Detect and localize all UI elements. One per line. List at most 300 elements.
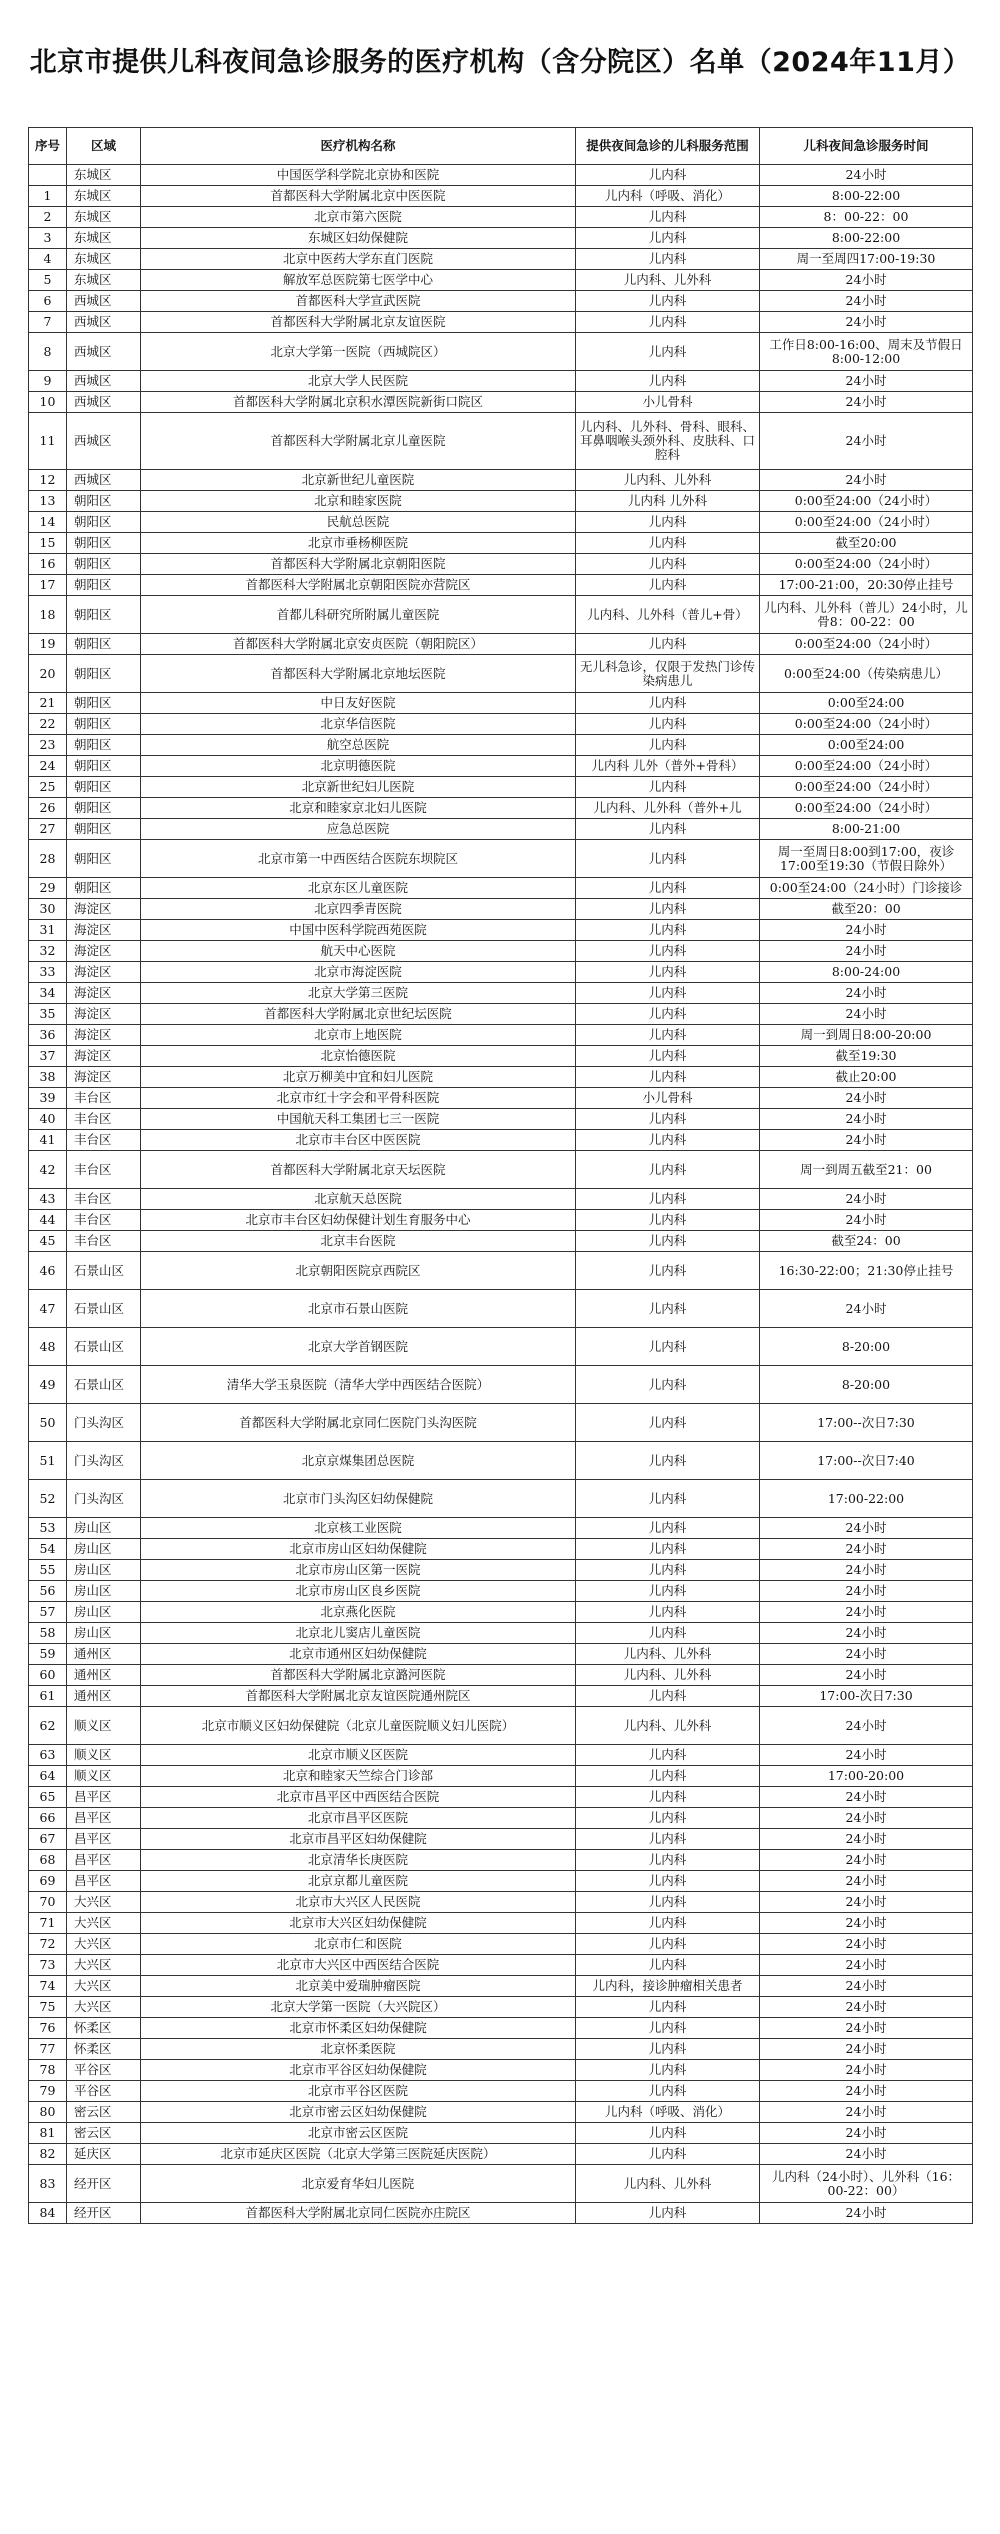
cell-district: 顺义区 bbox=[67, 1707, 141, 1745]
cell-district: 大兴区 bbox=[67, 1913, 141, 1934]
cell-no: 81 bbox=[29, 2123, 67, 2144]
cell-no: 8 bbox=[29, 333, 67, 371]
cell-district: 朝阳区 bbox=[67, 735, 141, 756]
header-name: 医疗机构名称 bbox=[141, 128, 576, 165]
cell-scope: 儿内科 bbox=[576, 1004, 760, 1025]
cell-scope: 儿内科 bbox=[576, 2203, 760, 2224]
cell-scope: 儿内科 bbox=[576, 1210, 760, 1231]
table-row bbox=[29, 2144, 973, 2165]
table-row bbox=[29, 186, 973, 207]
cell-name: 北京市丰台区中医医院 bbox=[141, 1130, 576, 1151]
cell-district: 丰台区 bbox=[67, 1210, 141, 1231]
cell-district: 海淀区 bbox=[67, 983, 141, 1004]
cell-name: 北京美中爱瑞肿瘤医院 bbox=[141, 1976, 576, 1997]
cell-scope: 儿内科（呼吸、消化） bbox=[576, 186, 760, 207]
cell-scope: 儿内科、儿外科 bbox=[576, 1707, 760, 1745]
table-row bbox=[29, 1892, 973, 1913]
cell-district: 经开区 bbox=[67, 2203, 141, 2224]
cell-time: 17:00--次日7:30 bbox=[760, 1404, 973, 1442]
cell-scope: 儿内科 bbox=[576, 333, 760, 371]
cell-time: 24小时 bbox=[760, 1290, 973, 1328]
cell-scope: 儿内科 bbox=[576, 735, 760, 756]
cell-district: 通州区 bbox=[67, 1665, 141, 1686]
cell-district: 西城区 bbox=[67, 470, 141, 491]
cell-district: 海淀区 bbox=[67, 1067, 141, 1088]
cell-name: 首都医科大学附属北京积水潭医院新街口院区 bbox=[141, 392, 576, 413]
cell-name: 北京市大兴区人民医院 bbox=[141, 1892, 576, 1913]
cell-district: 门头沟区 bbox=[67, 1480, 141, 1518]
cell-name: 北京航天总医院 bbox=[141, 1189, 576, 1210]
cell-scope: 儿内科 儿外科 bbox=[576, 491, 760, 512]
cell-name: 北京市延庆区医院（北京大学第三医院延庆医院） bbox=[141, 2144, 576, 2165]
cell-time: 截至24：00 bbox=[760, 1231, 973, 1252]
cell-district: 房山区 bbox=[67, 1602, 141, 1623]
cell-time: 0:00至24:00（传染病患儿） bbox=[760, 655, 973, 693]
cell-district: 东城区 bbox=[67, 249, 141, 270]
cell-no: 3 bbox=[29, 228, 67, 249]
cell-name: 清华大学玉泉医院（清华大学中西医结合医院） bbox=[141, 1366, 576, 1404]
table-row bbox=[29, 270, 973, 291]
header-scope: 提供夜间急诊的儿科服务范围 bbox=[576, 128, 760, 165]
cell-district: 朝阳区 bbox=[67, 756, 141, 777]
table-row bbox=[29, 983, 973, 1004]
cell-scope: 儿内科 bbox=[576, 371, 760, 392]
cell-name: 北京市昌平区医院 bbox=[141, 1808, 576, 1829]
cell-district: 朝阳区 bbox=[67, 533, 141, 554]
cell-no: 18 bbox=[29, 596, 67, 634]
header-no: 序号 bbox=[29, 128, 67, 165]
cell-time: 24小时 bbox=[760, 1787, 973, 1808]
cell-time: 周一到周五截至21：00 bbox=[760, 1151, 973, 1189]
cell-district: 丰台区 bbox=[67, 1088, 141, 1109]
table-row bbox=[29, 1328, 973, 1366]
cell-name: 北京大学人民医院 bbox=[141, 371, 576, 392]
cell-scope: 儿内科 bbox=[576, 1290, 760, 1328]
cell-district: 海淀区 bbox=[67, 1004, 141, 1025]
cell-no: 50 bbox=[29, 1404, 67, 1442]
cell-no: 76 bbox=[29, 2018, 67, 2039]
cell-district: 顺义区 bbox=[67, 1766, 141, 1787]
table-row bbox=[29, 1829, 973, 1850]
cell-name: 首都医科大学附属北京同仁医院亦庄院区 bbox=[141, 2203, 576, 2224]
table-row bbox=[29, 470, 973, 491]
cell-no: 6 bbox=[29, 291, 67, 312]
cell-time: 24小时 bbox=[760, 291, 973, 312]
cell-no: 84 bbox=[29, 2203, 67, 2224]
cell-name: 航空总医院 bbox=[141, 735, 576, 756]
table-row bbox=[29, 2203, 973, 2224]
cell-scope: 儿内科 bbox=[576, 1404, 760, 1442]
cell-name: 北京和睦家京北妇儿医院 bbox=[141, 798, 576, 819]
table-row bbox=[29, 2039, 973, 2060]
cell-name: 中国医学科学院北京协和医院 bbox=[141, 165, 576, 186]
cell-district: 顺义区 bbox=[67, 1745, 141, 1766]
cell-time: 24小时 bbox=[760, 165, 973, 186]
cell-time: 8：00-22：00 bbox=[760, 207, 973, 228]
cell-name: 北京东区儿童医院 bbox=[141, 878, 576, 899]
table-row bbox=[29, 1644, 973, 1665]
cell-time: 24小时 bbox=[760, 1088, 973, 1109]
cell-district: 海淀区 bbox=[67, 1046, 141, 1067]
cell-scope: 儿内科 bbox=[576, 1518, 760, 1539]
cell-time: 0:00至24:00（24小时） bbox=[760, 714, 973, 735]
cell-name: 北京万柳美中宜和妇儿医院 bbox=[141, 1067, 576, 1088]
cell-district: 东城区 bbox=[67, 270, 141, 291]
cell-scope: 儿内科 bbox=[576, 1252, 760, 1290]
cell-no: 49 bbox=[29, 1366, 67, 1404]
table-row bbox=[29, 735, 973, 756]
cell-scope: 儿内科、儿外科 bbox=[576, 470, 760, 491]
cell-no: 53 bbox=[29, 1518, 67, 1539]
cell-scope: 儿内科 bbox=[576, 1189, 760, 1210]
table-row bbox=[29, 1025, 973, 1046]
cell-time: 24小时 bbox=[760, 413, 973, 470]
table-row bbox=[29, 1745, 973, 1766]
cell-no: 77 bbox=[29, 2039, 67, 2060]
cell-scope: 儿内科 bbox=[576, 920, 760, 941]
cell-scope: 儿内科 bbox=[576, 207, 760, 228]
cell-time: 儿内科、儿外科（普儿）24小时，儿骨8：00-22：00 bbox=[760, 596, 973, 634]
cell-name: 北京核工业医院 bbox=[141, 1518, 576, 1539]
cell-time: 24小时 bbox=[760, 2060, 973, 2081]
cell-scope: 儿内科 bbox=[576, 2144, 760, 2165]
cell-no: 72 bbox=[29, 1934, 67, 1955]
cell-time: 8:00-22:00 bbox=[760, 186, 973, 207]
cell-name: 首都医科大学附属北京朝阳医院 bbox=[141, 554, 576, 575]
table-row bbox=[29, 554, 973, 575]
table-row bbox=[29, 491, 973, 512]
cell-district: 通州区 bbox=[67, 1686, 141, 1707]
cell-time: 0:00至24:00（24小时） bbox=[760, 777, 973, 798]
table-row bbox=[29, 1581, 973, 1602]
cell-scope: 儿内科 bbox=[576, 2060, 760, 2081]
cell-no: 7 bbox=[29, 312, 67, 333]
cell-time: 24小时 bbox=[760, 371, 973, 392]
cell-no: 15 bbox=[29, 533, 67, 554]
table-row bbox=[29, 1787, 973, 1808]
cell-name: 北京市丰台区妇幼保健计划生育服务中心 bbox=[141, 1210, 576, 1231]
cell-name: 首都医科大学附属北京潞河医院 bbox=[141, 1665, 576, 1686]
cell-scope: 儿内科 bbox=[576, 1130, 760, 1151]
cell-no: 2 bbox=[29, 207, 67, 228]
cell-scope: 儿内科 bbox=[576, 634, 760, 655]
cell-no: 13 bbox=[29, 491, 67, 512]
cell-time: 24小时 bbox=[760, 2144, 973, 2165]
cell-district: 门头沟区 bbox=[67, 1404, 141, 1442]
cell-name: 北京大学第一医院（西城院区） bbox=[141, 333, 576, 371]
cell-name: 北京市第六医院 bbox=[141, 207, 576, 228]
cell-name: 北京市密云区妇幼保健院 bbox=[141, 2102, 576, 2123]
cell-no: 25 bbox=[29, 777, 67, 798]
table-row bbox=[29, 1231, 973, 1252]
cell-scope: 儿内科 bbox=[576, 1560, 760, 1581]
cell-time: 周一到周日8:00-20:00 bbox=[760, 1025, 973, 1046]
cell-scope: 儿内科 bbox=[576, 1808, 760, 1829]
cell-scope: 儿内科 bbox=[576, 1539, 760, 1560]
cell-scope: 儿内科 bbox=[576, 1686, 760, 1707]
cell-name: 首都医科大学宣武医院 bbox=[141, 291, 576, 312]
cell-district: 东城区 bbox=[67, 186, 141, 207]
table-row bbox=[29, 1560, 973, 1581]
cell-scope: 儿内科 bbox=[576, 1067, 760, 1088]
cell-scope: 儿内科 bbox=[576, 1328, 760, 1366]
cell-time: 截止20:00 bbox=[760, 1067, 973, 1088]
cell-name: 北京新世纪妇儿医院 bbox=[141, 777, 576, 798]
cell-district: 房山区 bbox=[67, 1539, 141, 1560]
cell-scope: 儿内科 bbox=[576, 2018, 760, 2039]
cell-time: 0:00至24:00（24小时）门诊接诊 bbox=[760, 878, 973, 899]
cell-no: 43 bbox=[29, 1189, 67, 1210]
table-row bbox=[29, 1686, 973, 1707]
table-row bbox=[29, 2102, 973, 2123]
table-row bbox=[29, 1766, 973, 1787]
cell-time: 截至20：00 bbox=[760, 899, 973, 920]
table-row bbox=[29, 371, 973, 392]
cell-scope: 儿内科 bbox=[576, 1025, 760, 1046]
cell-scope: 儿内科 bbox=[576, 228, 760, 249]
cell-time: 0:00至24:00（24小时） bbox=[760, 491, 973, 512]
cell-name: 首都医科大学附属北京中医医院 bbox=[141, 186, 576, 207]
cell-time: 周一至周日8:00到17:00，夜诊17:00至19:30（节假日除外） bbox=[760, 840, 973, 878]
cell-district: 东城区 bbox=[67, 165, 141, 186]
table-row bbox=[29, 756, 973, 777]
cell-scope: 儿内科 bbox=[576, 962, 760, 983]
cell-no: 4 bbox=[29, 249, 67, 270]
cell-district: 西城区 bbox=[67, 371, 141, 392]
cell-time: 8:00-22:00 bbox=[760, 228, 973, 249]
table-row bbox=[29, 1290, 973, 1328]
table-row bbox=[29, 1707, 973, 1745]
table-row bbox=[29, 1808, 973, 1829]
table-row bbox=[29, 1404, 973, 1442]
cell-scope: 儿内科 bbox=[576, 1366, 760, 1404]
cell-no: 70 bbox=[29, 1892, 67, 1913]
cell-name: 首都医科大学附属北京同仁医院门头沟医院 bbox=[141, 1404, 576, 1442]
cell-scope: 儿内科、儿外科 bbox=[576, 270, 760, 291]
cell-scope: 儿内科 bbox=[576, 1934, 760, 1955]
cell-no: 30 bbox=[29, 899, 67, 920]
cell-time: 24小时 bbox=[760, 2081, 973, 2102]
table-row bbox=[29, 714, 973, 735]
cell-district: 昌平区 bbox=[67, 1829, 141, 1850]
cell-name: 北京朝阳医院京西院区 bbox=[141, 1252, 576, 1290]
cell-scope: 儿内科 bbox=[576, 1892, 760, 1913]
cell-time: 8:00-21:00 bbox=[760, 819, 973, 840]
cell-no: 16 bbox=[29, 554, 67, 575]
cell-scope: 儿内科 bbox=[576, 1623, 760, 1644]
cell-time: 24小时 bbox=[760, 470, 973, 491]
cell-no: 48 bbox=[29, 1328, 67, 1366]
table-row bbox=[29, 878, 973, 899]
cell-district: 丰台区 bbox=[67, 1151, 141, 1189]
cell-time: 24小时 bbox=[760, 1707, 973, 1745]
cell-no: 46 bbox=[29, 1252, 67, 1290]
cell-scope: 儿内科 bbox=[576, 2039, 760, 2060]
table-row bbox=[29, 512, 973, 533]
cell-no: 35 bbox=[29, 1004, 67, 1025]
cell-no: 57 bbox=[29, 1602, 67, 1623]
cell-district: 朝阳区 bbox=[67, 634, 141, 655]
cell-no: 66 bbox=[29, 1808, 67, 1829]
cell-name: 北京市顺义区妇幼保健院（北京儿童医院顺义妇儿医院） bbox=[141, 1707, 576, 1745]
cell-scope: 儿内科 bbox=[576, 512, 760, 533]
cell-time: 24小时 bbox=[760, 1109, 973, 1130]
cell-name: 北京新世纪儿童医院 bbox=[141, 470, 576, 491]
cell-name: 北京市昌平区中西医结合医院 bbox=[141, 1787, 576, 1808]
cell-no: 68 bbox=[29, 1850, 67, 1871]
cell-no: 31 bbox=[29, 920, 67, 941]
cell-no: 26 bbox=[29, 798, 67, 819]
cell-scope: 儿内科 bbox=[576, 312, 760, 333]
cell-no: 23 bbox=[29, 735, 67, 756]
table-row bbox=[29, 1997, 973, 2018]
cell-name: 中日友好医院 bbox=[141, 693, 576, 714]
cell-time: 24小时 bbox=[760, 1518, 973, 1539]
cell-name: 北京京都儿童医院 bbox=[141, 1871, 576, 1892]
cell-name: 首都医科大学附属北京儿童医院 bbox=[141, 413, 576, 470]
cell-time: 24小时 bbox=[760, 1189, 973, 1210]
table-row bbox=[29, 1623, 973, 1644]
cell-scope: 儿内科 bbox=[576, 291, 760, 312]
table-row bbox=[29, 413, 973, 470]
cell-district: 西城区 bbox=[67, 312, 141, 333]
table-row bbox=[29, 165, 973, 186]
cell-time: 0:00至24:00 bbox=[760, 735, 973, 756]
table-row bbox=[29, 1871, 973, 1892]
cell-no: 38 bbox=[29, 1067, 67, 1088]
table-row bbox=[29, 228, 973, 249]
cell-no: 83 bbox=[29, 2165, 67, 2203]
cell-time: 截至19:30 bbox=[760, 1046, 973, 1067]
table-row bbox=[29, 291, 973, 312]
cell-scope: 儿内科 bbox=[576, 2081, 760, 2102]
cell-name: 北京燕化医院 bbox=[141, 1602, 576, 1623]
cell-time: 24小时 bbox=[760, 1829, 973, 1850]
cell-district: 丰台区 bbox=[67, 1189, 141, 1210]
hospital-table bbox=[28, 127, 973, 2224]
cell-scope: 儿内科、儿外科 bbox=[576, 1665, 760, 1686]
cell-name: 北京四季青医院 bbox=[141, 899, 576, 920]
cell-time: 24小时 bbox=[760, 1934, 973, 1955]
cell-district: 大兴区 bbox=[67, 1934, 141, 1955]
cell-district: 朝阳区 bbox=[67, 491, 141, 512]
table-row bbox=[29, 1088, 973, 1109]
cell-no: 54 bbox=[29, 1539, 67, 1560]
cell-no: 37 bbox=[29, 1046, 67, 1067]
cell-no: 59 bbox=[29, 1644, 67, 1665]
table-row bbox=[29, 941, 973, 962]
cell-name: 北京市怀柔区妇幼保健院 bbox=[141, 2018, 576, 2039]
table-row bbox=[29, 1480, 973, 1518]
cell-time: 8:00-24:00 bbox=[760, 962, 973, 983]
cell-time: 24小时 bbox=[760, 392, 973, 413]
cell-name: 北京京煤集团总医院 bbox=[141, 1442, 576, 1480]
cell-name: 北京市密云区医院 bbox=[141, 2123, 576, 2144]
cell-district: 朝阳区 bbox=[67, 798, 141, 819]
cell-no: 41 bbox=[29, 1130, 67, 1151]
cell-scope: 儿内科 bbox=[576, 1955, 760, 1976]
cell-district: 朝阳区 bbox=[67, 575, 141, 596]
table-row bbox=[29, 1602, 973, 1623]
cell-time: 24小时 bbox=[760, 2039, 973, 2060]
cell-name: 北京市昌平区妇幼保健院 bbox=[141, 1829, 576, 1850]
cell-no: 56 bbox=[29, 1581, 67, 1602]
table-row bbox=[29, 333, 973, 371]
cell-time: 儿内科（24小时）、儿外科（16：00-22：00） bbox=[760, 2165, 973, 2203]
cell-time: 17:00--次日7:40 bbox=[760, 1442, 973, 1480]
cell-name: 东城区妇幼保健院 bbox=[141, 228, 576, 249]
cell-name: 北京大学第一医院（大兴院区） bbox=[141, 1997, 576, 2018]
cell-name: 首都医科大学附属北京友谊医院通州院区 bbox=[141, 1686, 576, 1707]
cell-name: 首都医科大学附属北京朝阳医院亦营院区 bbox=[141, 575, 576, 596]
cell-no: 64 bbox=[29, 1766, 67, 1787]
cell-district: 大兴区 bbox=[67, 1997, 141, 2018]
cell-name: 北京华信医院 bbox=[141, 714, 576, 735]
cell-time: 0:00至24:00（24小时） bbox=[760, 798, 973, 819]
cell-no: 33 bbox=[29, 962, 67, 983]
cell-scope: 儿内科 bbox=[576, 714, 760, 735]
cell-district: 朝阳区 bbox=[67, 777, 141, 798]
cell-name: 北京市红十字会和平骨科医院 bbox=[141, 1088, 576, 1109]
table-row bbox=[29, 2165, 973, 2203]
table-row bbox=[29, 1067, 973, 1088]
cell-scope: 儿内科、儿外科（普儿+骨） bbox=[576, 596, 760, 634]
cell-scope: 儿内科 bbox=[576, 1850, 760, 1871]
cell-time: 0:00至24:00 bbox=[760, 693, 973, 714]
cell-name: 北京大学首钢医院 bbox=[141, 1328, 576, 1366]
cell-scope: 儿内科 bbox=[576, 1480, 760, 1518]
cell-district: 怀柔区 bbox=[67, 2039, 141, 2060]
cell-scope: 儿内科 bbox=[576, 819, 760, 840]
table-row bbox=[29, 1004, 973, 1025]
cell-name: 中国航天科工集团七三一医院 bbox=[141, 1109, 576, 1130]
cell-district: 朝阳区 bbox=[67, 655, 141, 693]
cell-district: 丰台区 bbox=[67, 1130, 141, 1151]
cell-district: 延庆区 bbox=[67, 2144, 141, 2165]
cell-scope: 儿内科、儿外科 bbox=[576, 2165, 760, 2203]
table-header-row bbox=[29, 128, 973, 165]
cell-time: 24小时 bbox=[760, 1892, 973, 1913]
table-row bbox=[29, 2123, 973, 2144]
cell-no: 14 bbox=[29, 512, 67, 533]
cell-name: 北京中医药大学东直门医院 bbox=[141, 249, 576, 270]
table-row bbox=[29, 1189, 973, 1210]
table-row bbox=[29, 1046, 973, 1067]
table-row bbox=[29, 1850, 973, 1871]
cell-district: 海淀区 bbox=[67, 1025, 141, 1046]
cell-district: 昌平区 bbox=[67, 1808, 141, 1829]
cell-time: 24小时 bbox=[760, 1997, 973, 2018]
cell-name: 北京市门头沟区妇幼保健院 bbox=[141, 1480, 576, 1518]
table-row bbox=[29, 777, 973, 798]
cell-scope: 儿内科 bbox=[576, 1913, 760, 1934]
cell-time: 17:00-20:00 bbox=[760, 1766, 973, 1787]
cell-no: 29 bbox=[29, 878, 67, 899]
cell-district: 朝阳区 bbox=[67, 596, 141, 634]
cell-no: 5 bbox=[29, 270, 67, 291]
cell-district: 昌平区 bbox=[67, 1871, 141, 1892]
cell-district: 海淀区 bbox=[67, 962, 141, 983]
table-row bbox=[29, 1518, 973, 1539]
cell-no: 11 bbox=[29, 413, 67, 470]
cell-scope: 儿内科 bbox=[576, 2123, 760, 2144]
cell-no: 9 bbox=[29, 371, 67, 392]
cell-scope: 儿内科 bbox=[576, 1442, 760, 1480]
cell-name: 北京市石景山医院 bbox=[141, 1290, 576, 1328]
cell-name: 北京市仁和医院 bbox=[141, 1934, 576, 1955]
cell-district: 门头沟区 bbox=[67, 1442, 141, 1480]
cell-district: 西城区 bbox=[67, 291, 141, 312]
